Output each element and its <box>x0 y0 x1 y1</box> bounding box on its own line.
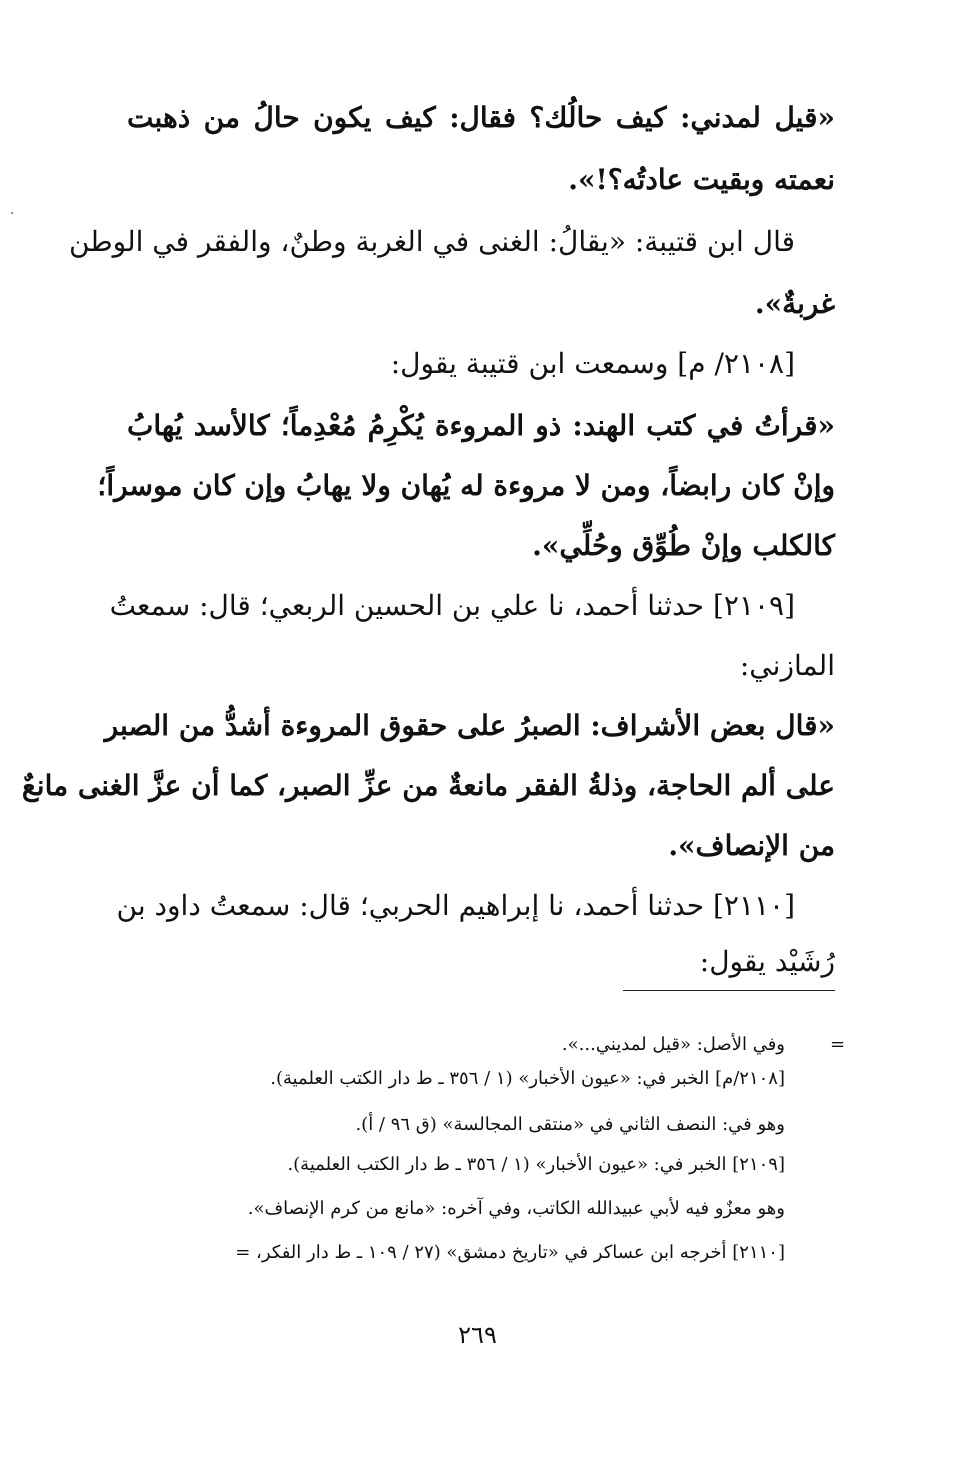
body-line-9: [٢١٠٩] حدثنا أحمد، نا علي بن الحسين الربعي؛ قال: سمعتُ <box>109 589 795 622</box>
body-line-3: قال ابن قتيبة: «يقالُ: الغنى في الغربة وطنٌ، والفقر في الوطن <box>69 225 795 258</box>
body-line-6: «قرأتُ في كتب الهند: ذو المروءة يُكْرِمُ مُعْدِماً؛ كالأسد يُهابُ <box>127 409 835 442</box>
body-line-5: [٢١٠٨/ م] وسمعت ابن قتيبة يقول: <box>390 347 795 380</box>
footnote-line-1: وفي الأصل: «قيل لمديني...». <box>561 1034 785 1055</box>
body-line-8: كالكلب وإنْ طُوِّق وحُلِّي». <box>532 529 835 562</box>
body-line-11: «قال بعض الأشراف: الصبرُ على حقوق المروءة أشدُّ من الصبر <box>104 709 835 742</box>
page-number: ٢٦٩ <box>458 1321 497 1349</box>
body-line-1: «قيل لمدني: كيف حالُك؟ فقال: كيف يكون حالُ من ذهبت <box>127 101 835 134</box>
body-line-10: المازني: <box>739 649 835 682</box>
footnote-line-3: وهو في: النصف الثاني في «منتقى المجالسة» (ق ٩٦ / أ). <box>355 1114 785 1135</box>
footnote-continuation-marker: = <box>830 1034 846 1055</box>
body-line-2: نعمته وبقيت عادتُه؟!». <box>568 163 835 196</box>
body-line-15: رُشَيْد يقول: <box>699 945 835 978</box>
footnote-line-4: [٢١٠٩] الخبر في: «عيون الأخبار» (١ / ٣٥٦ ـ ط دار الكتب العلمية). <box>287 1154 785 1175</box>
body-line-13: من الإنصاف». <box>668 829 835 862</box>
footnote-line-5: وهو معزٌو فيه لأبي عبيدالله الكاتب، وفي آخره: «مانع من كرم الإنصاف». <box>247 1198 785 1219</box>
body-line-7: وإنْ كان رابضاً، ومن لا مروءة له يُهان ولا يهابُ وإن كان موسراً؛ <box>97 469 835 502</box>
footnote-separator <box>623 990 835 991</box>
body-line-12: على ألم الحاجة، وذلةُ الفقر مانعةٌ من عزِّ الصبر، كما أن عزَّ الغنى مانعٌ <box>21 769 835 802</box>
body-line-14: [٢١١٠] حدثنا أحمد، نا إبراهيم الحربي؛ قال: سمعتُ داود بن <box>116 889 795 922</box>
footnote-line-2: [٢١٠٨/م] الخبر في: «عيون الأخبار» (١ / ٣٥٦ ـ ط دار الكتب العلمية). <box>270 1068 785 1089</box>
margin-mark: · <box>10 206 15 222</box>
body-line-4: غربةٌ». <box>754 287 835 320</box>
footnote-line-6: [٢١١٠] أخرجه ابن عساكر في «تاريخ دمشق» (٢٧ / ١٠٩ ـ ط دار الفكر، = <box>235 1242 785 1263</box>
